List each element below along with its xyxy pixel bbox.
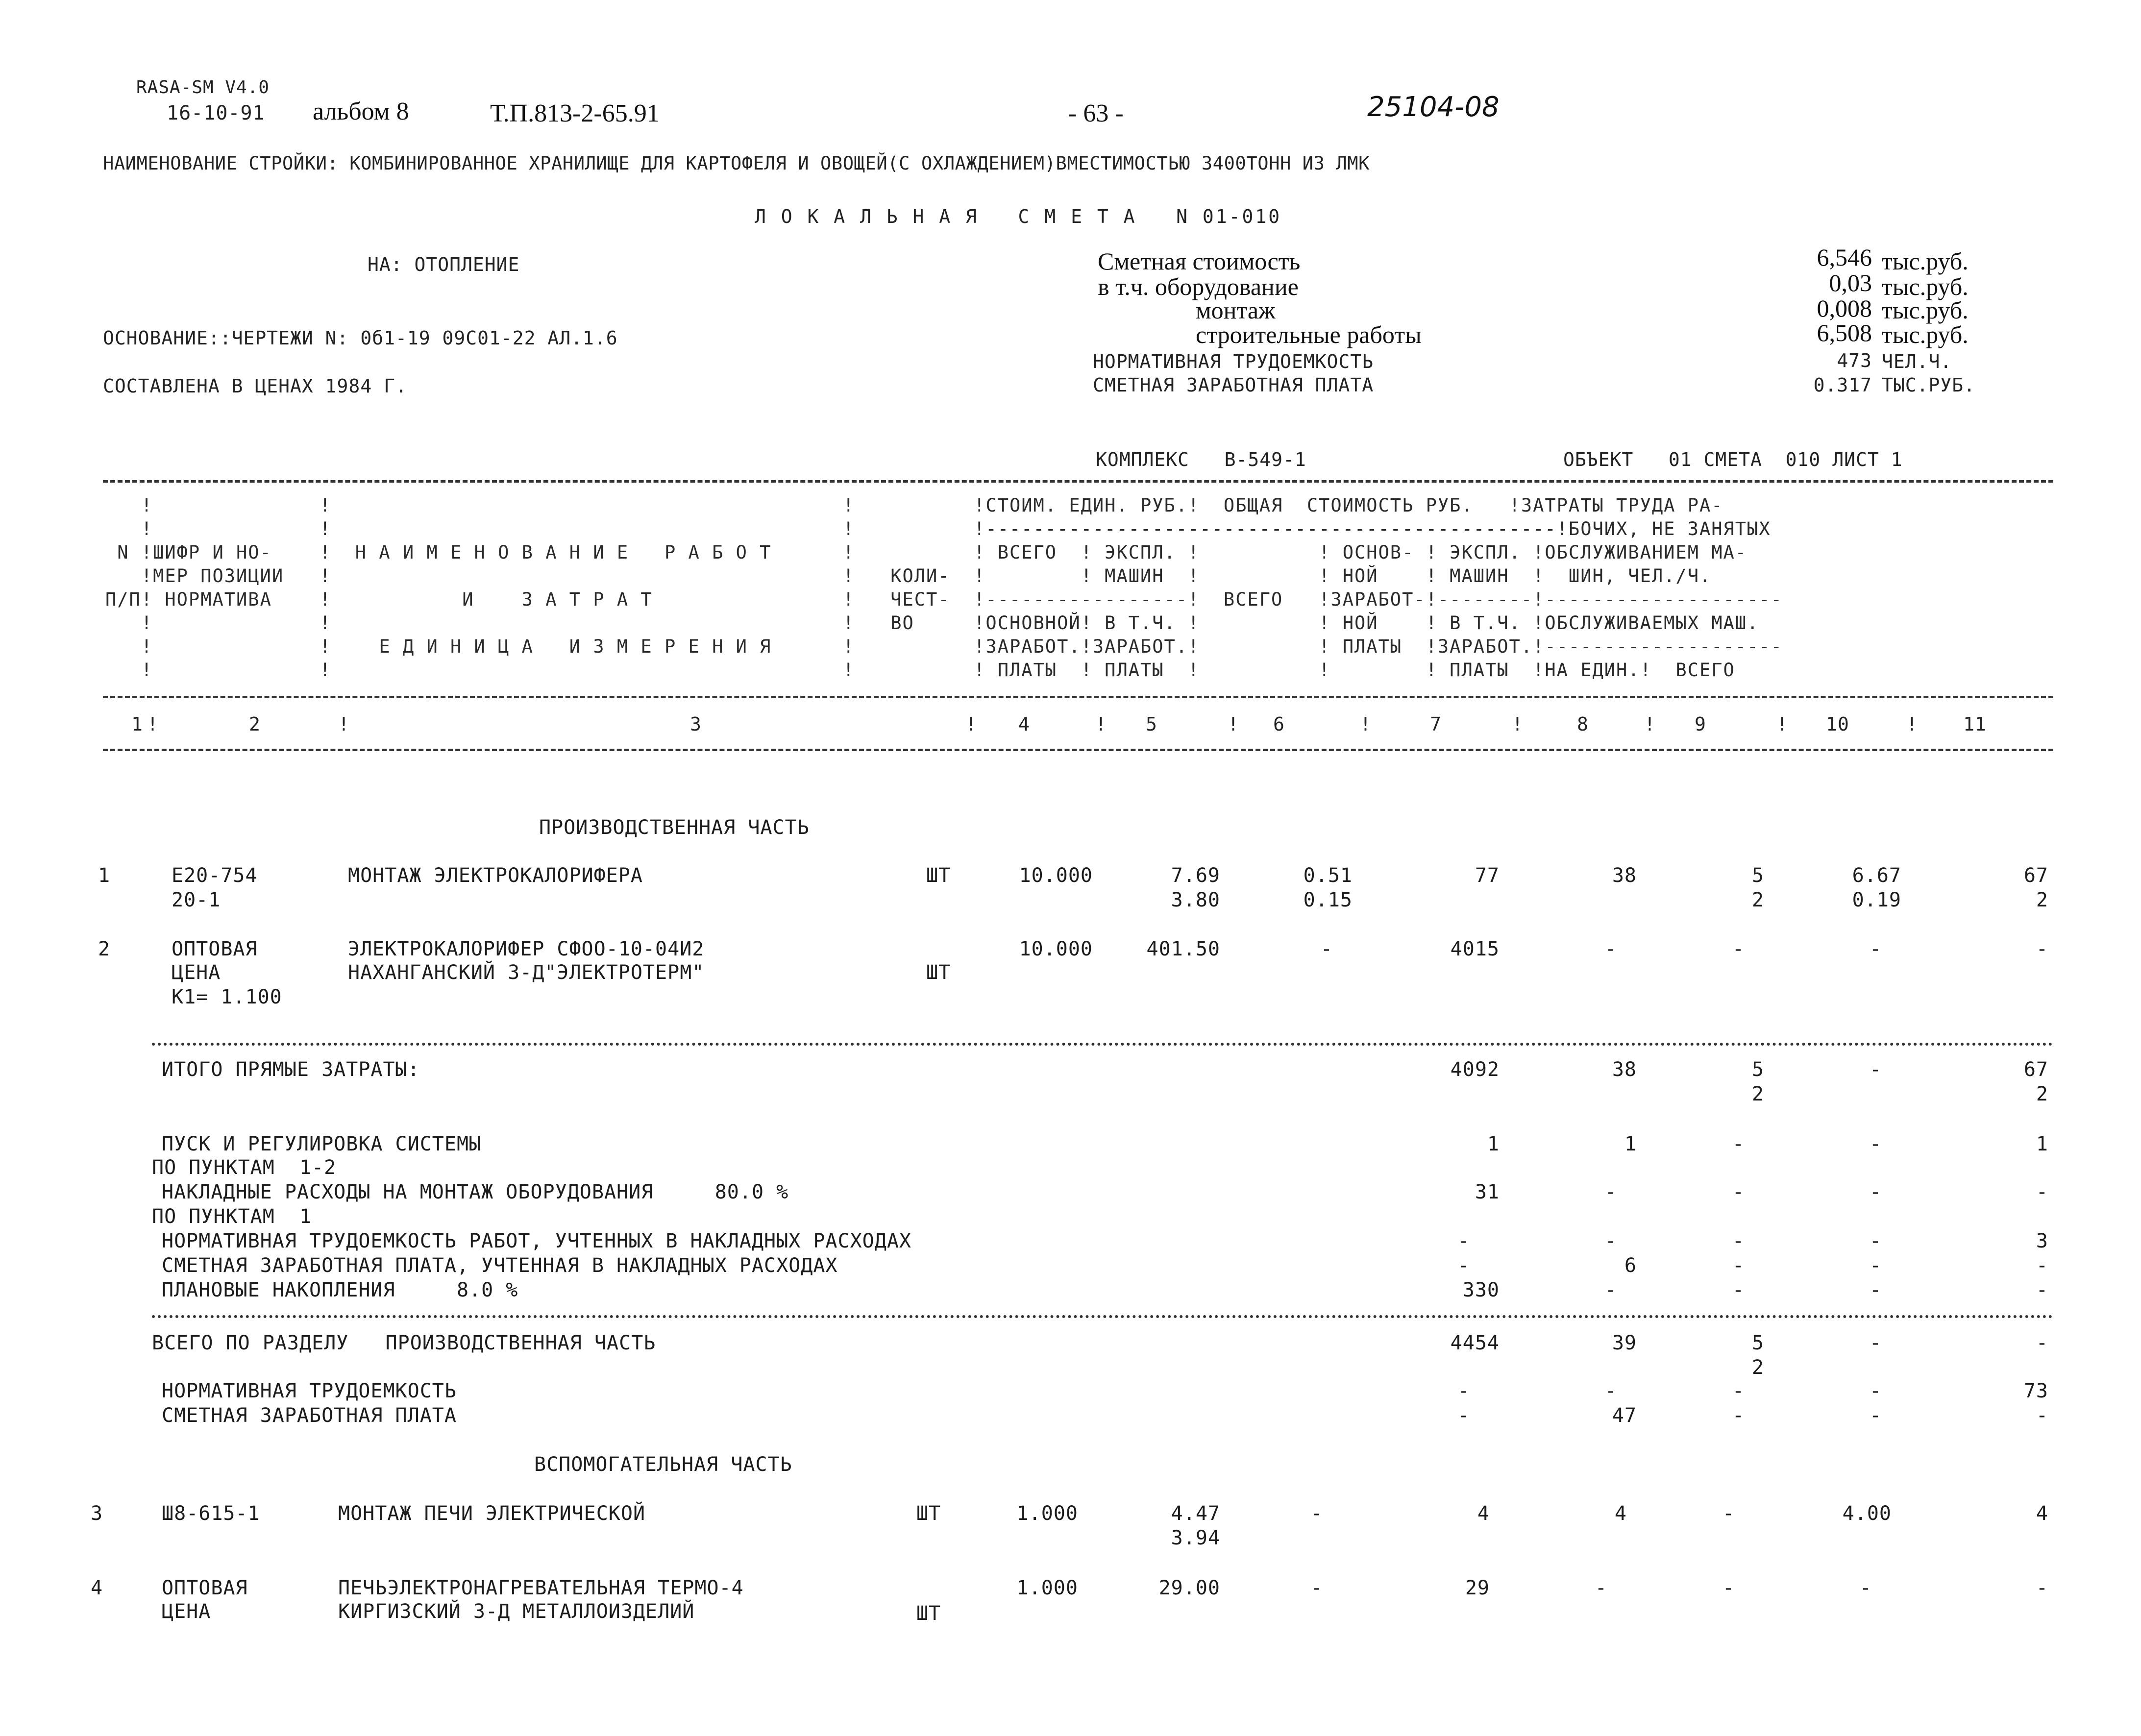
column-number: 10	[1826, 713, 1849, 735]
total-label: ИТОГО ПРЯМЫЕ ЗАТРАТЫ:	[162, 1058, 420, 1081]
total-c7: 1	[1487, 1133, 1500, 1155]
total-c11: 67	[2023, 1058, 2048, 1081]
row-unit: ШТ	[926, 864, 951, 887]
row-code: К1= 1.100	[172, 986, 282, 1008]
total-c11: 3	[2036, 1230, 2048, 1252]
total-c8: -	[1604, 1230, 1617, 1252]
row-unit: ШТ	[916, 1502, 941, 1525]
column-number: 11	[1963, 713, 1987, 735]
column-number: 1	[131, 713, 143, 735]
row-code: ЦЕНА	[172, 961, 221, 984]
row-c9: -	[1722, 1502, 1735, 1525]
row-c11: 67	[2023, 864, 2048, 887]
complex-label: КОМПЛЕКС В-549-1	[1096, 449, 1306, 470]
summary-value: 0,008	[1817, 294, 1872, 322]
summary-value: 473	[1837, 350, 1872, 371]
column-number: 9	[1695, 713, 1706, 735]
row-qty: 10.000	[1019, 864, 1093, 887]
table-header-line: ! ! Е Д И Н И Ц А И З М Е Р Е Н И Я ! !ЗАРАБОТ.!ЗАРАБОТ.! ! ПЛАТЫ !ЗАРАБОТ.!--------------------	[105, 636, 1783, 657]
total-c9: 5	[1751, 1332, 1764, 1354]
row-c9: 2	[1751, 889, 1764, 911]
header-bottom-rule	[103, 749, 2053, 751]
summary-value: 6,508	[1817, 319, 1872, 346]
table-header-line: П/П! НОРМАТИВА ! И З А Т Р А Т ! ЧЕСТ- !-----------------! ВСЕГО !ЗАРАБОТ-!--------!--------------------	[105, 589, 1783, 610]
table-header-line: ! ! ! ВО !ОСНОВНОЙ! В Т.Ч. ! ! НОЙ ! В Т.Ч. !ОБСЛУЖИВАЕМЫХ МАШ.	[105, 612, 1759, 634]
row-code: ОПТОВАЯ	[172, 938, 258, 960]
row-c11: -	[2036, 938, 2048, 960]
total-c9: -	[1732, 1279, 1745, 1301]
summary-label: строительные работы	[1196, 321, 1422, 348]
row-name: НАХАНГАНСКИЙ З-Д"ЭЛЕКТРОТЕРМ"	[348, 961, 705, 984]
total-c8: -	[1604, 1279, 1617, 1301]
row-c7: 29	[1465, 1577, 1490, 1599]
basis-line: ОСНОВАНИЕ::ЧЕРТЕЖИ N: 0б1-19 09С01-22 АЛ.1.6	[103, 327, 618, 349]
summary-unit: тыс.руб.	[1882, 321, 1969, 348]
row-c7: 4	[1477, 1502, 1490, 1525]
total-c7: -	[1457, 1254, 1470, 1277]
total-c9: 2	[1751, 1356, 1764, 1379]
dotted-rule	[152, 1043, 2053, 1046]
table-header-line: N !ШИФР И НО- ! Н А И М Е Н О В А Н И Е Р А Б О Т ! ! ВСЕГО ! ЭКСПЛ. ! ! ОСНОВ- ! ЭКСПЛ. !ОБСЛУЖИВАНИЕМ МА-	[105, 542, 1747, 563]
row-c8: -	[1604, 938, 1617, 960]
estimate-title: Л О К А Л Ь Н А Я С М Е Т А N 01-010	[755, 206, 1282, 227]
row-c5: 4.47	[1171, 1502, 1220, 1525]
table-header-line: !МЕР ПОЗИЦИИ ! ! КОЛИ- ! ! МАШИН ! ! НОЙ ! МАШИН ! ШИН, ЧЕЛ./Ч.	[105, 565, 1712, 587]
total-c10: -	[1869, 1404, 1882, 1427]
project-number: Т.П.813-2-65.91	[490, 99, 660, 127]
print-date: 16-10-91	[167, 102, 265, 124]
total-c11: -	[2036, 1404, 2048, 1427]
row-c10: 4.00	[1842, 1502, 1892, 1525]
prices-line: СОСТАВЛЕНА В ЦЕНАХ 1984 Г.	[103, 375, 407, 397]
row-c5: 401.50	[1146, 938, 1220, 960]
total-c11: -	[2036, 1181, 2048, 1203]
page-number: - 63 -	[1068, 99, 1124, 127]
total-c9: -	[1732, 1133, 1745, 1155]
row-code: ЦЕНА	[162, 1600, 211, 1623]
row-c6: -	[1320, 938, 1333, 960]
total-c10: -	[1869, 1332, 1882, 1354]
summary-label: Сметная стоимость	[1098, 247, 1301, 275]
total-c10: -	[1869, 1058, 1882, 1081]
section-title-auxiliary: ВСПОМОГАТЕЛЬНАЯ ЧАСТЬ	[534, 1453, 792, 1476]
total-c8: 6	[1624, 1254, 1637, 1277]
row-c6: 0.15	[1303, 889, 1353, 911]
summary-unit: тыс.руб.	[1882, 296, 1969, 324]
total-c9: 2	[1751, 1083, 1764, 1105]
row-c5: 29.00	[1158, 1577, 1220, 1599]
total-c11: 1	[2036, 1133, 2048, 1155]
total-c7: 330	[1462, 1279, 1500, 1301]
total-label: НОРМАТИВНАЯ ТРУДОЕМКОСТЬ РАБОТ, УЧТЕННЫХ В НАКЛАДНЫХ РАСХОДАХ	[162, 1230, 912, 1252]
row-name: КИРГИЗСКИЙ З-Д МЕТАЛЛОИЗДЕЛИЙ	[338, 1600, 695, 1623]
column-number: 2	[249, 713, 261, 735]
total-c10: -	[1869, 1380, 1882, 1402]
row-c9: -	[1732, 938, 1745, 960]
row-name: ПЕЧЬЭЛЕКТРОНАГРЕВАТЕЛЬНАЯ ТЕРМО-4	[338, 1577, 744, 1599]
total-c10: -	[1869, 1133, 1882, 1155]
row-c11: 4	[2036, 1502, 2048, 1525]
total-c11: -	[2036, 1254, 2048, 1277]
summary-label: СМЕТНАЯ ЗАРАБОТНАЯ ПЛАТА	[1093, 374, 1374, 396]
column-number: 3	[690, 713, 702, 735]
table-header-line: ! ! ! ! ПЛАТЫ ! ПЛАТЫ ! ! ! ПЛАТЫ !НА ЕДИН.! ВСЕГО	[105, 660, 1735, 681]
row-number: 3	[91, 1502, 103, 1525]
total-c9: -	[1732, 1181, 1745, 1203]
column-number: 7	[1430, 713, 1442, 735]
total-label: НАКЛАДНЫЕ РАСХОДЫ НА МОНТАЖ ОБОРУДОВАНИЯ 80.0 %	[162, 1181, 789, 1203]
total-c8: -	[1604, 1181, 1617, 1203]
object-label: ОБЪЕКТ 01 СМЕТА 010 ЛИСТ 1	[1563, 449, 1903, 470]
row-c11: -	[2036, 1577, 2048, 1599]
row-unit: ШТ	[916, 1602, 941, 1625]
row-number: 2	[98, 938, 111, 960]
header-mid-rule	[103, 696, 2053, 698]
program-version: RASA-SM V4.0	[136, 77, 270, 98]
total-label: ПУСК И РЕГУЛИРОВКА СИСТЕМЫ	[162, 1133, 482, 1155]
total-c11: -	[2036, 1279, 2048, 1301]
row-c5: 3.94	[1171, 1527, 1220, 1549]
row-c7: 77	[1475, 864, 1500, 887]
row-c5: 7.69	[1171, 864, 1220, 887]
row-name: МОНТАЖ ПЕЧИ ЭЛЕКТРИЧЕСКОЙ	[338, 1502, 646, 1525]
document-page: RASA-SM V4.0 16-10-91 альбом 8 Т.П.813-2-65.91 - 63 - 25104-08 НАИМЕНОВАНИЕ СТРОЙКИ: КОМБИНИРОВАННОЕ ХРАНИЛИЩЕ ДЛЯ КАРТОФЕЛЯ И ОВОЩЕЙ(С ОХЛАЖДЕНИЕМ)ВМЕСТИМОСТЬЮ 3400ТОНН ИЗ ЛМК Л О К А Л Ь Н А Я С М Е Т А N 01-010 НА: ОТОПЛЕНИЕ ОСНОВАНИЕ::ЧЕРТЕЖИ N: 0б1-19 09С01-22 АЛ.1.6 СОСТАВЛЕНА В ЦЕНАХ 1984 Г. Сметная стоимость 6,546 тыс.руб. в т.ч. оборудование 0,03 тыс.руб. монтаж 0,008 тыс.руб. строительные работы 6,508 тыс.руб. НОРМАТИВНАЯ ТРУДОЕМКОСТЬ 473 ЧЕЛ.Ч. СМЕТНАЯ ЗАРАБОТНАЯ ПЛАТА 0.317 ТЫС.РУБ. КОМПЛЕКС В-549-1 ОБЪЕКТ 01 СМЕТА 010 ЛИСТ 1 ! ! ! !СТОИМ. ЕДИН. РУБ.! ОБЩАЯ СТОИМОСТЬ РУБ. !ЗАТРАТЫ ТРУДА РА- ! ! ! !------------------------------------------------!БОЧИХ, НЕ ЗАНЯТЫХ N !ШИФР И НО- ! Н А И М Е Н О В А Н И Е Р А Б О Т ! ! ВСЕГО ! ЭКСПЛ. ! ! ОСНОВ- ! ЭКСПЛ. !ОБСЛУЖИВАНИЕМ МА- !МЕР ПОЗИЦИИ ! ! КОЛИ- ! ! МАШИН ! ! НОЙ ! МАШИН ! ШИН, ЧЕЛ./Ч. П/П! НОРМАТИВА ! И З А Т Р А Т ! ЧЕСТ- !-----------------! ВСЕГО !ЗАРАБОТ-!--------!-------------------- ! ! ! ВО !ОСНОВНОЙ! В Т.Ч. ! ! НОЙ ! В Т.Ч. !ОБСЛУЖИВАЕМЫХ МАШ. ! ! Е Д И Н И Ц А И З М Е Р Е Н И Я ! !ЗАРАБОТ.!ЗАРАБОТ.! ! ПЛАТЫ !ЗАРАБОТ.!-------------------- ! ! ! ! ПЛАТЫ ! ПЛАТЫ ! ! ! ПЛАТЫ !НА ЕДИН.! ВСЕГО 1 2 3 4 5 6 7 8 9 10 11 ! ! ! ! ! ! ! ! ! ! ПРОИЗВОДСТВЕННАЯ ЧАСТЬ 1 Е20-754 20-1 МОНТАЖ ЭЛЕКТРОКАЛОРИФЕРА ШТ 10.000 7.69 3.80 0.51 0.15 77 38 5 2 6.67 0.19 67 2 2 ОПТОВАЯ ЦЕНА К1= 1.100 ЭЛЕКТРОКАЛОРИФЕР СФОО-10-04И2 НАХАНГАНСКИЙ З-Д"ЭЛЕКТРОТЕРМ" ШТ 10.000 401.50 - 4015 - - - - ИТОГО ПРЯМЫЕ ЗАТРАТЫ: 4092 38 5 2 - 67 2 ПУСК И РЕГУЛИРОВКА СИСТЕМЫ ПО ПУНКТАМ 1-2 1 1 - - 1 НАКЛАДНЫЕ РАСХОДЫ НА МОНТАЖ ОБОРУДОВАНИЯ 80.0 % ПО ПУНКТАМ 1 31 - - - - НОРМАТИВНАЯ ТРУДОЕМКОСТЬ РАБОТ, УЧТЕННЫХ В НАКЛАДНЫХ РАСХОДАХ - - - - 3 СМЕТНАЯ ЗАРАБОТНАЯ ПЛАТА, УЧТЕННАЯ В НАКЛАДНЫХ РАСХОДАХ - 6 - - - ПЛАНОВЫЕ НАКОПЛЕНИЯ 8.0 % 330 - - - - ВСЕГО ПО РАЗДЕЛУ ПРОИЗВОДСТВЕННАЯ ЧАСТЬ 4454 39 5 2 - - НОРМАТИВНАЯ ТРУДОЕМКОСТЬ - - - - 73 СМЕТНАЯ ЗАРАБОТНАЯ ПЛАТА - 47 - - - ВСПОМОГАТЕЛЬНАЯ ЧАСТЬ 3 Ш8-615-1 МОНТАЖ ПЕЧИ ЭЛЕКТРИЧЕСКОЙ ШТ 1.000 4.47 3.94 - 4 4 - 4.00 4 4 ОПТОВАЯ ЦЕНА ПЕЧЬЭЛЕКТРОНАГРЕВАТЕЛЬНАЯ ТЕРМО-4 КИРГИЗСКИЙ З-Д МЕТАЛЛОИЗДЕЛИЙ ШТ 1.000 29.00 - 29 - - - -	[0, 0, 2141, 1736]
row-c8: 38	[1612, 864, 1637, 887]
row-c5: 3.80	[1171, 889, 1220, 911]
total-label: НОРМАТИВНАЯ ТРУДОЕМКОСТЬ	[162, 1380, 457, 1402]
row-code: Ш8-615-1	[162, 1502, 260, 1525]
row-unit: ШТ	[926, 961, 951, 984]
total-sublabel: ПО ПУНКТАМ 1-2	[152, 1156, 337, 1179]
row-c8: 4	[1614, 1502, 1627, 1525]
row-c7: 4015	[1450, 938, 1500, 960]
for-label: НА: ОТОПЛЕНИЕ	[368, 254, 520, 275]
total-c7: -	[1457, 1380, 1470, 1402]
total-sublabel: ПО ПУНКТАМ 1	[152, 1205, 312, 1228]
summary-label: в т.ч. оборудование	[1098, 273, 1299, 300]
row-code: Е20-754	[172, 864, 258, 887]
summary-unit: тыс.руб.	[1882, 273, 1969, 300]
total-c10: -	[1869, 1230, 1882, 1252]
total-label: ВСЕГО ПО РАЗДЕЛУ ПРОИЗВОДСТВЕННАЯ ЧАСТЬ	[152, 1332, 656, 1354]
summary-label: НОРМАТИВНАЯ ТРУДОЕМКОСТЬ	[1093, 351, 1374, 372]
total-c9: -	[1732, 1230, 1745, 1252]
total-c10: -	[1869, 1279, 1882, 1301]
total-c10: -	[1869, 1254, 1882, 1277]
row-c8: -	[1595, 1577, 1607, 1599]
column-number: 8	[1577, 713, 1589, 735]
section-title-production: ПРОИЗВОДСТВЕННАЯ ЧАСТЬ	[539, 816, 810, 839]
total-c7: 4454	[1450, 1332, 1500, 1354]
row-c10: -	[1859, 1577, 1872, 1599]
row-c10: 6.67	[1852, 864, 1901, 887]
row-code: ОПТОВАЯ	[162, 1577, 248, 1599]
total-c10: -	[1869, 1181, 1882, 1203]
total-c11: 73	[2023, 1380, 2048, 1402]
total-c9: -	[1732, 1380, 1745, 1402]
header-top-rule	[103, 480, 2053, 483]
summary-label: монтаж	[1196, 296, 1276, 324]
total-c7: 31	[1475, 1181, 1500, 1203]
row-qty: 10.000	[1019, 938, 1093, 960]
summary-unit: ТЫС.РУБ.	[1882, 374, 1976, 396]
total-c9: -	[1732, 1404, 1745, 1427]
total-c8: 38	[1612, 1058, 1637, 1081]
total-c8: 39	[1612, 1332, 1637, 1354]
total-c9: 5	[1751, 1058, 1764, 1081]
column-number: 6	[1273, 713, 1285, 735]
row-number: 1	[98, 864, 111, 887]
row-c9: -	[1722, 1577, 1735, 1599]
total-c7: -	[1457, 1404, 1470, 1427]
construction-title: НАИМЕНОВАНИЕ СТРОЙКИ: КОМБИНИРОВАННОЕ ХРАНИЛИЩЕ ДЛЯ КАРТОФЕЛЯ И ОВОЩЕЙ(С ОХЛАЖДЕНИЕМ)ВМЕСТИМОСТЬЮ 3400ТОНН ИЗ ЛМК	[103, 153, 1370, 174]
total-c8: -	[1604, 1380, 1617, 1402]
total-c11: 2	[2036, 1083, 2048, 1105]
dotted-rule	[152, 1315, 2053, 1318]
total-label: СМЕТНАЯ ЗАРАБОТНАЯ ПЛАТА	[162, 1404, 457, 1427]
total-c8: 1	[1624, 1133, 1637, 1155]
row-c9: 5	[1751, 864, 1764, 887]
row-c6: -	[1310, 1577, 1323, 1599]
row-name: МОНТАЖ ЭЛЕКТРОКАЛОРИФЕРА	[348, 864, 643, 887]
total-c8: 47	[1612, 1404, 1637, 1427]
row-qty: 1.000	[1016, 1577, 1078, 1599]
total-label: ПЛАНОВЫЕ НАКОПЛЕНИЯ 8.0 %	[162, 1279, 518, 1301]
summary-value: 6,546	[1817, 244, 1872, 271]
summary-unit: ЧЕЛ.Ч.	[1882, 351, 1952, 372]
row-c6: 0.51	[1303, 864, 1353, 887]
column-number: 5	[1146, 713, 1157, 735]
table-header-line: ! ! ! !------------------------------------------------!БОЧИХ, НЕ ЗАНЯТЫХ	[105, 518, 1771, 539]
row-code: 20-1	[172, 889, 221, 911]
total-c9: -	[1732, 1254, 1745, 1277]
row-c6: -	[1310, 1502, 1323, 1525]
summary-value: 0.317	[1813, 374, 1872, 396]
handwritten-code: 25104-08	[1367, 91, 1500, 123]
summary-unit: тыс.руб.	[1882, 247, 1969, 275]
total-c7: -	[1457, 1230, 1470, 1252]
row-number: 4	[91, 1577, 103, 1599]
table-header-line: ! ! ! !СТОИМ. ЕДИН. РУБ.! ОБЩАЯ СТОИМОСТЬ РУБ. !ЗАТРАТЫ ТРУДА РА-	[105, 495, 1723, 516]
row-c11: 2	[2036, 889, 2048, 911]
total-label: СМЕТНАЯ ЗАРАБОТНАЯ ПЛАТА, УЧТЕННАЯ В НАКЛАДНЫХ РАСХОДАХ	[162, 1254, 838, 1277]
row-c10: -	[1869, 938, 1882, 960]
column-number: 4	[1018, 713, 1030, 735]
total-c7: 4092	[1450, 1058, 1500, 1081]
row-qty: 1.000	[1016, 1502, 1078, 1525]
album-label: альбом 8	[313, 98, 409, 125]
row-name: ЭЛЕКТРОКАЛОРИФЕР СФОО-10-04И2	[348, 938, 705, 960]
row-c10: 0.19	[1852, 889, 1901, 911]
total-c11: -	[2036, 1332, 2048, 1354]
summary-value: 0,03	[1829, 269, 1872, 296]
